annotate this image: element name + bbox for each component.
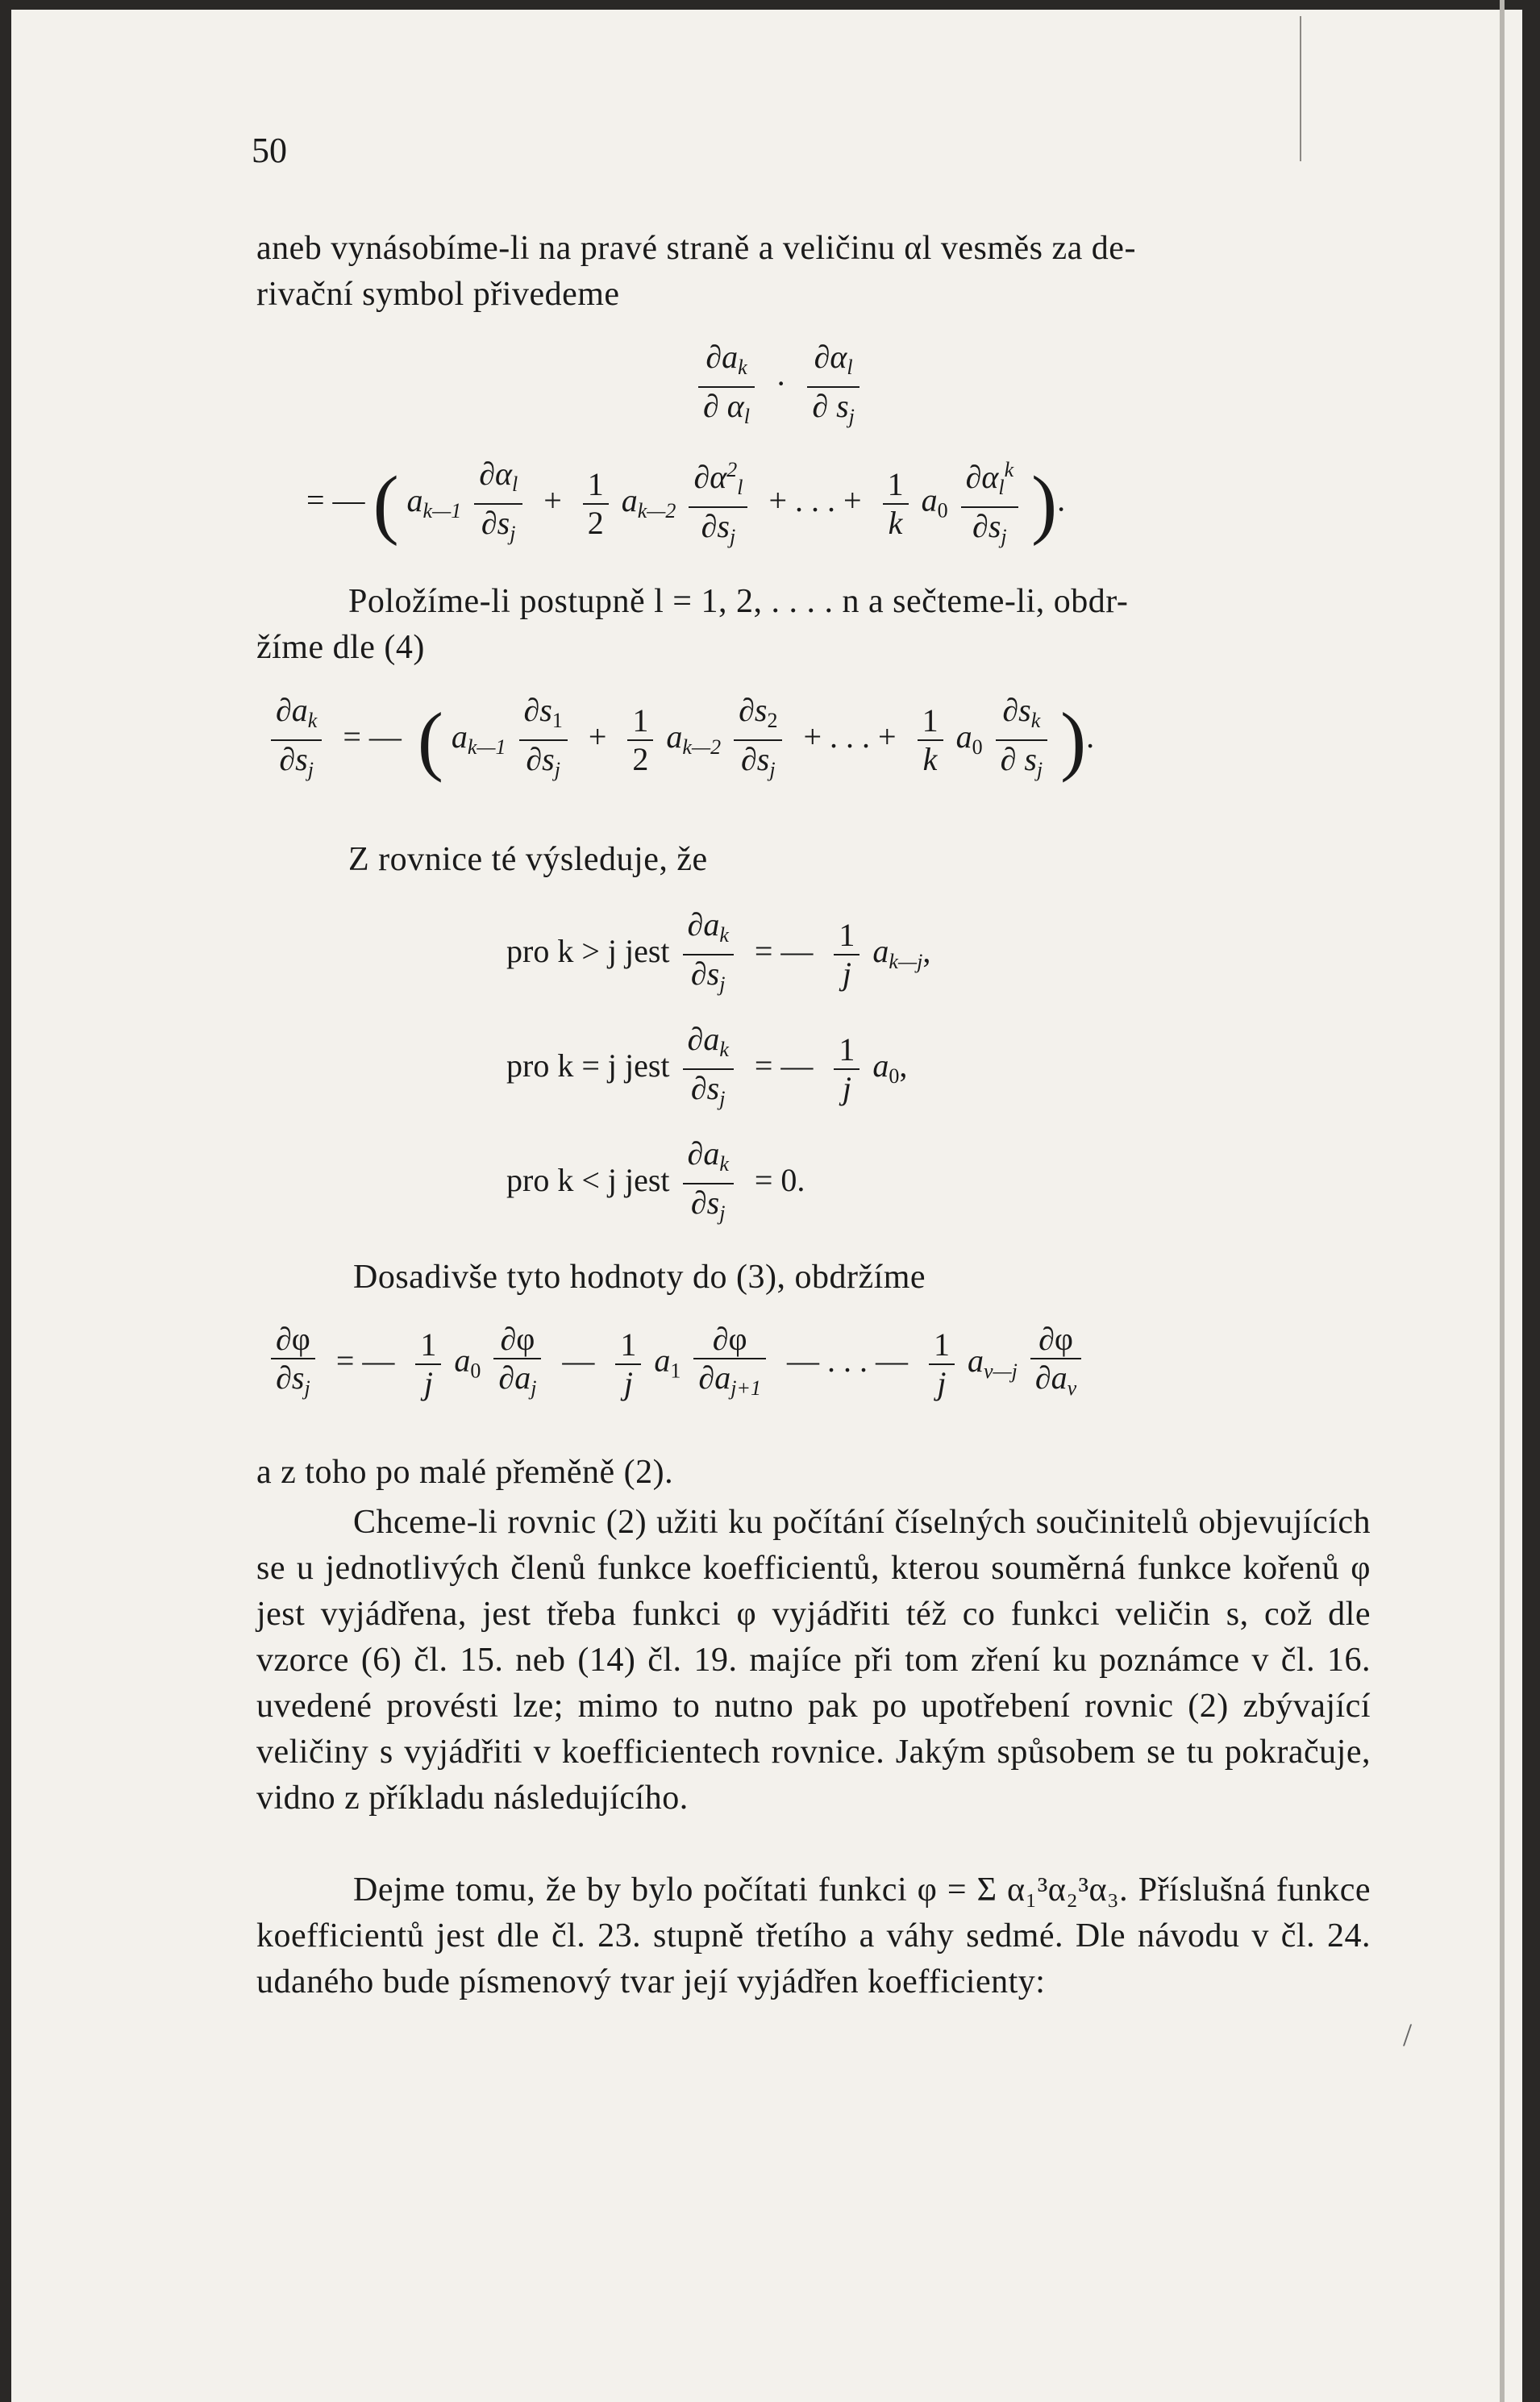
case-eq-label: pro k = j jest	[506, 1047, 670, 1084]
equation-phi: $\frac{\partial\varphi}{\partial s_j}$ = — $\frac{1}{j}$ $a_0$ $\frac{\partial\varphi}{\partial a_j}$ — $\frac{1}{j}$ $a_1$ $\frac{\partial\varphi}{\partial a_{j+1}}$ — . . . — $\frac{1}{j}$ $a_{\nu—j}$ $\frac{\partial\varphi}{\partial a_\nu}$	[266, 1321, 1086, 1407]
case-k-greater-j: pro k > j jest $\frac{\partial a_k}{\partial s_j}$ = — $\frac{1}{j}$ $a_{k—j}$,	[506, 906, 931, 996]
intro-line-2: rivační symbol přivedeme	[256, 276, 620, 313]
case-k-less-j: pro k < j jest $\frac{\partial a_k}{\partial s_j}$ = 0.	[506, 1135, 805, 1225]
pencil-mark: /	[1403, 2017, 1413, 2053]
case-k-equal-j: pro k = j jest $\frac{\partial a_k}{\partial s_j}$ = — $\frac{1}{j}$ $a_0$,	[506, 1021, 908, 1110]
dosadivse-line: Dosadivše tyto hodnoty do (3), obdržíme	[353, 1259, 926, 1296]
scan-edge-right	[1522, 0, 1540, 2402]
a-z-toho-line: a z toho po malé přeměně (2).	[256, 1454, 674, 1491]
case-lt-label: pro k < j jest	[506, 1162, 670, 1199]
page-number: 50	[252, 131, 287, 170]
z-rovnice-line: Z rovnice té výsleduje, že	[348, 841, 708, 878]
polozime-line-1: Položíme-li postupně l = 1, 2, . . . . n a sečteme-li, obdr-	[348, 583, 1129, 620]
paragraph-dejme: Dejme tomu, že by bylo počítati funkci φ = Σ α₁³α₂³α₃. Příslušná funkce koefficientů jest dle čl. 23. stupně třetího a váhy sedmé. Dle návodu v čl. 24. udaného bude písmenový tvar její vyjádřen koefficienty:	[256, 1871, 1371, 2000]
paragraph-chceme: Chceme-li rovnic (2) užiti ku počítání číselných součinitelů objevujících se u jednotlivých členů funkce koefficientů, kterou souměrná funkce kořenů φ jest vyjádřena, jest třeba funkci φ vyjádřiti též co funkci veličin s, což dle vzorce (6) čl. 15. neb (14) čl. 19. majíce při tom zření ku poznámce v čl. 16. uvedené provésti lze; mimo to nutno pak po upotřebení rovnic (2) zbývající veličiny s vyjádřiti v koefficientech rovnice. Jakým spůsobem se tu pokračuje, vidno z příkladu následujícího.	[256, 1504, 1371, 1817]
intro-line-1: aneb vynásobíme-li na pravé straně a veličinu αl vesměs za de-	[256, 230, 1136, 267]
equation-expansion: = — ( $a_{k—1}$ $\frac{\partial\alpha_l}{\partial s_j}$ + $\frac{1}{2}$ $a_{k—2}$ $\frac{\partial\alpha^2_l}{\partial s_j}$ + . . . + $\frac{1}{k}$ $a_0$ $\frac{\partial\alpha_l^k}{\partial s_j}$ ).	[306, 452, 1065, 556]
scan-edge-top	[0, 0, 1540, 10]
scan-edge-left	[0, 0, 11, 2402]
equation-product: $\frac{\partial a_k}{\partial \alpha_l}$ · $\frac{\partial\alpha_l}{\partial s_j}$	[693, 339, 864, 435]
equation-sum: $\frac{\partial a_k}{\partial s_j}$ = — ( $a_{k—1}$ $\frac{\partial s_1}{\partial s_j}$ + $\frac{1}{2}$ $a_{k—2}$ $\frac{\partial s_2}{\partial s_j}$ + . . . + $\frac{1}{k}$ $a_0$ $\frac{\partial s_k}{\partial s_j}$ ).	[266, 692, 1094, 789]
scan-edge-shadow	[1500, 0, 1505, 2402]
case-gt-label: pro k > j jest	[506, 933, 670, 970]
paper-crease	[1300, 16, 1301, 161]
polozime-line-2: žíme dle (4)	[256, 629, 425, 666]
